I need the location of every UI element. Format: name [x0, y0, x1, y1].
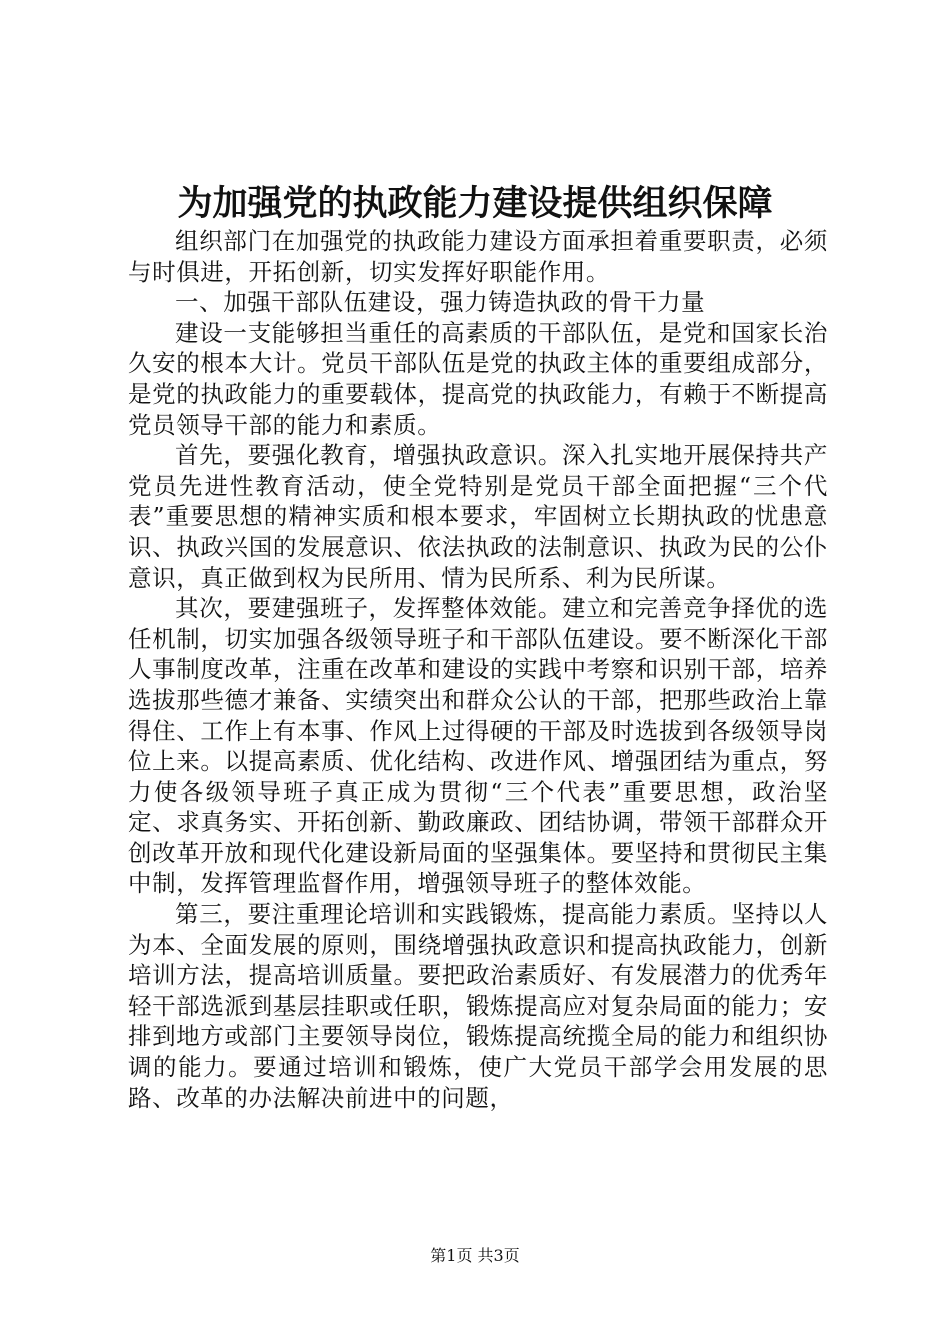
document-body: [128, 226, 828, 1113]
section-heading: 一、加强干部队伍建设，强力铸造执政的骨干力量: [175, 288, 706, 317]
body-paragraph: 其次，要建强班子，发挥整体效能。建立和完善竞争择优的选任机制，切实加强各级领导班子和干部队伍建设。要不断深化干部人事制度改革，注重在改革和建设的实践中考察和识别干部，培养选拔那些德才兼备、实绩突出和群众公认的干部，把那些政治上靠得住、工作上有本事、作风上过得硬的干部及时选拔到各级领导岗位上来。以提高素质、优化结构、改进作风、增强团结为重点，努力使各级领导班子真正成为贯彻“三个代表”重要思想，政治坚定、求真务实、开拓创新、勤政廉政、团结协调，带领干部群众开创改革开放和现代化建设新局面的坚强集体。要坚持和贯彻民主集中制，发挥管理监督作用，增强领导班子的整体效能。: [128, 594, 828, 898]
body-paragraph: 第三，要注重理论培训和实践锻炼，提高能力素质。坚持以人为本、全面发展的原则，围绕增强执政意识和提高执政能力，创新培训方法，提高培训质量。要把政治素质好、有发展潜力的优秀年轻干部选派到基层挂职或任职，锻炼提高应对复杂局面的能力；安排到地方或部门主要领导岗位，锻炼提高统揽全局的能力和组织协调的能力。要通过培训和锻炼，使广大党员干部学会用发展的思路、改革的办法解决前进中的问题，: [128, 900, 828, 1112]
intro-paragraph: 组织部门在加强党的执政能力建设方面承担着重要职责，必须与时俱进，开拓创新，切实发挥好职能作用。: [128, 227, 828, 286]
body-paragraph: 首先，要强化教育，增强执政意识。深入扎实地开展保持共产党员先进性教育活动，使全党特别是党员干部全面把握“三个代表”重要思想的精神实质和根本要求，牢固树立长期执政的忧患意识、执政兴国的发展意识、依法执政的法制意识、执政为民的公仆意识，真正做到权为民所用、情为民所系、利为民所谋。: [128, 441, 828, 592]
page-number-footer: 第1页 共3页: [430, 1246, 520, 1265]
document-title: 为加强党的执政能力建设提供组织保障: [177, 183, 773, 224]
body-paragraph: 建设一支能够担当重任的高素质的干部队伍，是党和国家长治久安的根本大计。党员干部队伍是党的执政主体的重要组成部分，是党的执政能力的重要载体，提高党的执政能力，有赖于不断提高党员领导干部的能力和素质。: [128, 318, 828, 439]
